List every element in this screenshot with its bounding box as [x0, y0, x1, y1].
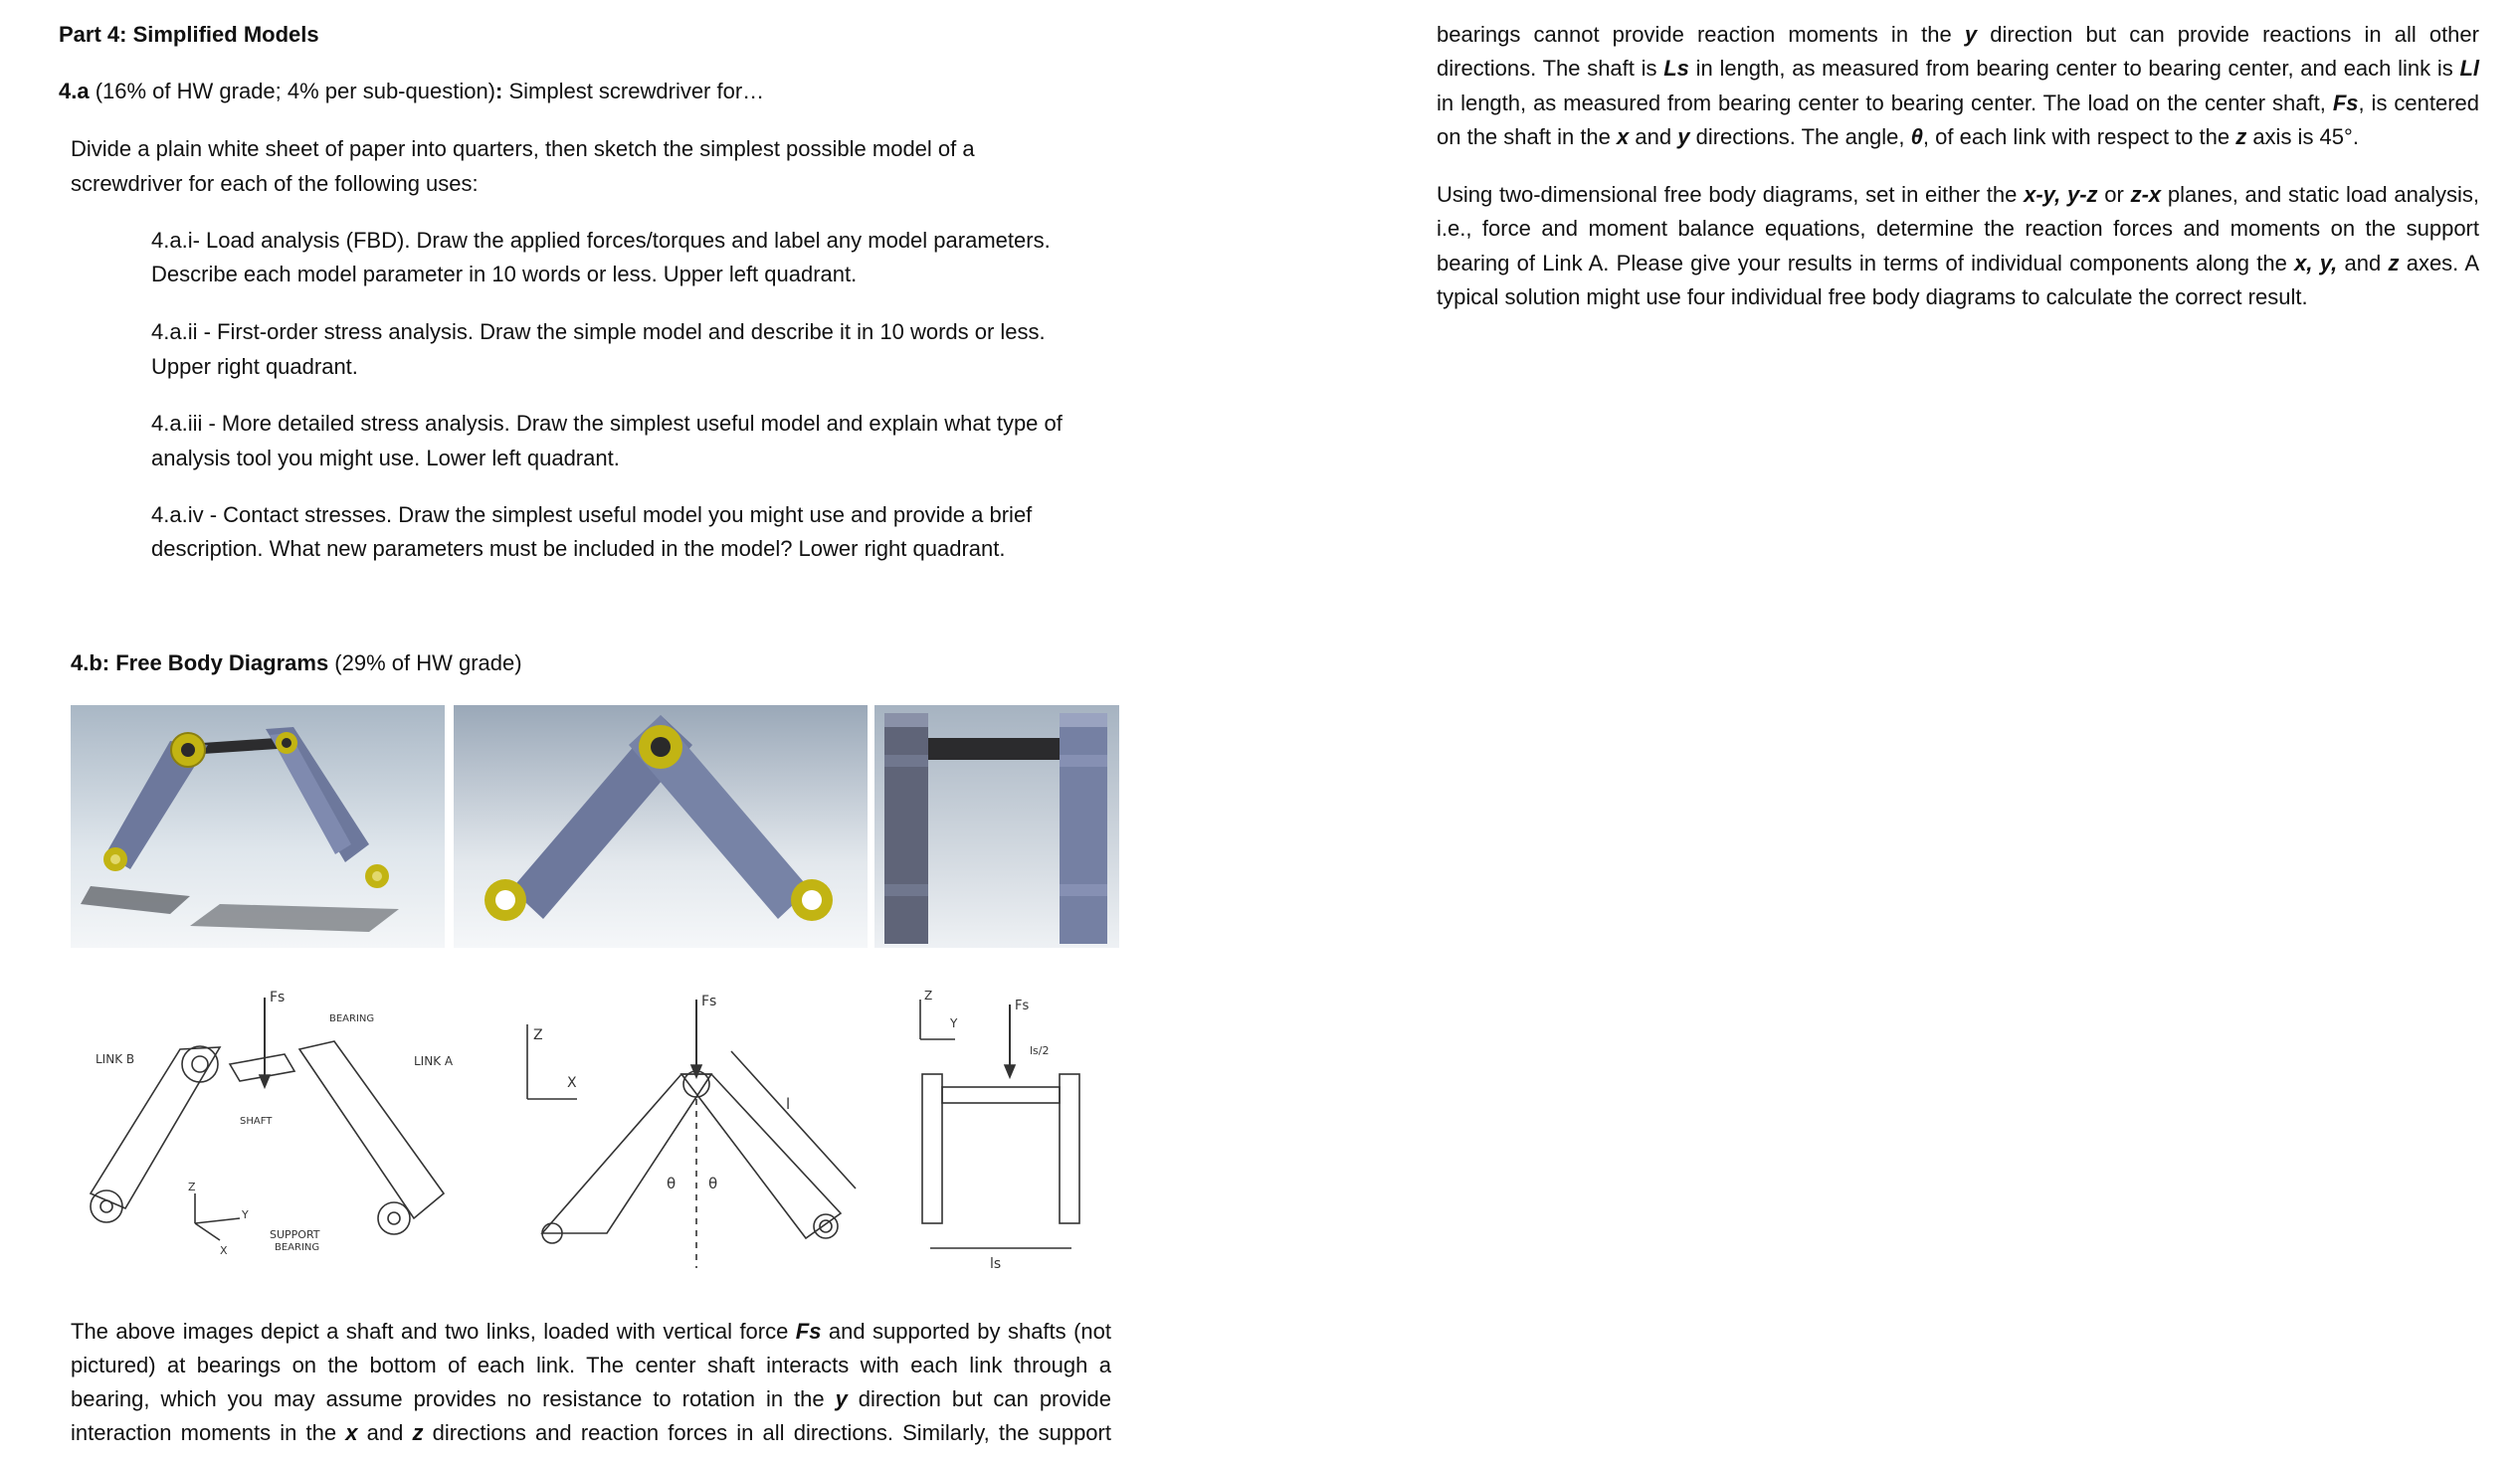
- q4b-grade: (29% of HW grade): [328, 650, 522, 675]
- text-run: in length, as measured from bearing center to bearing center, and each link is: [1688, 56, 2460, 81]
- text-run: and: [357, 1420, 413, 1445]
- bottom-para-line-3: [71, 1382, 1111, 1416]
- text-run: planes, and static load analysis,: [2161, 182, 2479, 207]
- sketch3-z-axis-label: Z: [924, 989, 933, 1003]
- var-ll: Ll: [2459, 56, 2480, 81]
- text-run: directions. The shaft is: [1437, 56, 1664, 81]
- sketch3-fs-label: Fs: [1015, 999, 1030, 1013]
- var-xy: x, y,: [2294, 251, 2338, 275]
- sketch1-support-label: SUPPORT: [270, 1228, 320, 1241]
- text-run: typical solution might use four individual free body diagrams to calculate the correct result.: [1437, 284, 2308, 309]
- sketch1-x-axis-label: X: [220, 1244, 228, 1257]
- sketch3-half-length-label: ls/2: [1030, 1044, 1050, 1057]
- var-y: y: [1677, 124, 1690, 149]
- text-run: and: [2337, 251, 2389, 275]
- sketch-front-view: [497, 980, 895, 1278]
- var-planes: x-y, y-z: [2024, 182, 2098, 207]
- sketch1-link-b-label: LINK B: [96, 1052, 135, 1066]
- cad-render-isometric: [71, 705, 445, 948]
- var-fs: Fs: [2332, 91, 2359, 115]
- text-run: direction but can provide: [847, 1386, 1111, 1411]
- text-run: directions. The angle,: [1689, 124, 1911, 149]
- intro-line-2: screwdriver for each of the following uses:: [71, 171, 479, 196]
- var-fs: Fs: [795, 1319, 822, 1344]
- bottom-para-line-2: [71, 1349, 1111, 1382]
- q4a-grade: (16% of HW grade; 4% per sub-question): [89, 79, 496, 103]
- var-y: y: [1964, 22, 1978, 47]
- text-run: in length, as measured from bearing center to bearing center. The load on the center shaft,: [1437, 91, 2333, 115]
- right-para2-line-2: [1437, 212, 2479, 246]
- subq-ii-line-2: Upper right quadrant.: [151, 354, 358, 379]
- var-theta: θ: [1910, 124, 1923, 149]
- sketch1-link-a-label: LINK A: [414, 1054, 454, 1068]
- sketch2-z-axis-label: Z: [533, 1027, 543, 1043]
- question-4a-heading: [59, 75, 764, 108]
- bottom-para-line-1: [71, 1315, 1111, 1349]
- text-run: , of each link with respect to the: [1922, 124, 2236, 149]
- sketch2-link-length-label: l: [786, 1095, 791, 1113]
- text-run: bearings cannot provide reaction moments in the: [1437, 22, 1965, 47]
- text-run: , is centered: [2358, 91, 2480, 115]
- sketch1-shaft-label: SHAFT: [240, 1116, 273, 1127]
- cad-render-front-view: [454, 705, 868, 948]
- var-ls: Ls: [1663, 56, 1689, 81]
- bottom-para-line-4: [71, 1416, 1111, 1450]
- text-run: directions and reaction forces in all directions. Similarly, the support: [423, 1420, 1111, 1445]
- text-run: axis is 45°.: [2246, 124, 2359, 149]
- text-run: and supported by shafts (not: [821, 1319, 1111, 1344]
- text-run: pictured) at bearings on the bottom of each link. The center shaft interacts with each link through a: [71, 1353, 1111, 1377]
- text-run: or: [2097, 182, 2131, 207]
- var-z: z: [2388, 251, 2400, 275]
- var-x: x: [345, 1420, 358, 1445]
- text-run: i.e., force and moment balance equations, determine the reaction forces and moments on the support: [1437, 216, 2479, 241]
- right-para2-line-1: [1437, 178, 2479, 212]
- subq-iii-line-2: analysis tool you might use. Lower left quadrant.: [151, 446, 620, 470]
- right-para1-line-2: [1437, 52, 2479, 86]
- subq-i-line-2: Describe each model parameter in 10 words or less. Upper left quadrant.: [151, 262, 858, 286]
- text-run: on the shaft in the: [1437, 124, 1618, 149]
- sketch-isometric-labeled: [71, 980, 488, 1278]
- sketch2-theta-right: θ: [708, 1175, 718, 1192]
- right-para2-line-4: [1437, 280, 2308, 314]
- question-4b-heading: [71, 646, 522, 680]
- intro-line-1: Divide a plain white sheet of paper into quarters, then sketch the simplest possible model of a: [71, 136, 975, 161]
- sketch2-theta-left: θ: [667, 1175, 677, 1192]
- q4a-title: Simplest screwdriver for…: [502, 79, 765, 103]
- right-para1-line-1: [1437, 18, 2479, 52]
- var-y: y: [835, 1386, 848, 1411]
- text-run: interaction moments in the: [71, 1420, 346, 1445]
- subq-iv-line-1: 4.a.iv - Contact stresses. Draw the simplest useful model you might use and provide a brief: [151, 502, 1033, 527]
- q4b-title: 4.b: Free Body Diagrams: [71, 650, 329, 675]
- text-run: The above images depict a shaft and two links, loaded with vertical force: [71, 1319, 796, 1344]
- right-para1-line-3: [1437, 87, 2479, 120]
- sketch1-support-bearing-label: BEARING: [275, 1242, 320, 1253]
- sketch2-fs-label: Fs: [701, 994, 717, 1009]
- text-run: Using two-dimensional free body diagrams, set in either the: [1437, 182, 2025, 207]
- text-run: axes. A: [2399, 251, 2479, 275]
- subq-i-line-1: 4.a.i- Load analysis (FBD). Draw the applied forces/torques and label any model parameters.: [151, 228, 1051, 253]
- text-run: bearing of Link A. Please give your results in terms of individual components along the: [1437, 251, 2295, 275]
- text-run: direction but can provide reactions in all other: [1977, 22, 2479, 47]
- q4a-label: 4.a: [59, 79, 90, 103]
- cad-render-side-view: [874, 705, 1119, 948]
- sketch1-z-axis-label: Z: [188, 1181, 196, 1193]
- var-zx: z-x: [2130, 182, 2162, 207]
- subq-ii-line-1: 4.a.ii - First-order stress analysis. Draw the simple model and describe it in 10 words or less.: [151, 319, 1046, 344]
- var-z: z: [412, 1420, 424, 1445]
- sketch3-shaft-length-label: ls: [990, 1256, 1002, 1272]
- sketch2-x-axis-label: X: [567, 1075, 577, 1091]
- right-para1-line-4: [1437, 120, 2359, 154]
- sketch1-y-axis-label: Y: [242, 1208, 249, 1221]
- sketch1-fs-label: Fs: [270, 990, 286, 1005]
- sketch3-y-axis-label: Y: [950, 1016, 958, 1030]
- text-run: and: [1629, 124, 1678, 149]
- subq-iii-line-1: 4.a.iii - More detailed stress analysis. Draw the simplest useful model and explain what type of: [151, 411, 1063, 436]
- part-title: Part 4: Simplified Models: [59, 22, 319, 47]
- q4a-colon: :: [495, 79, 503, 103]
- var-x: x: [1617, 124, 1630, 149]
- text-run: bearing, which you may assume provides no resistance to rotation in the: [71, 1386, 836, 1411]
- var-z: z: [2235, 124, 2247, 149]
- right-para2-line-3: [1437, 247, 2479, 280]
- subq-iv-line-2: description. What new parameters must be included in the model? Lower right quadrant.: [151, 536, 1006, 561]
- sketch-side-view: [900, 980, 1119, 1278]
- sketch1-bearing-label: BEARING: [329, 1013, 375, 1024]
